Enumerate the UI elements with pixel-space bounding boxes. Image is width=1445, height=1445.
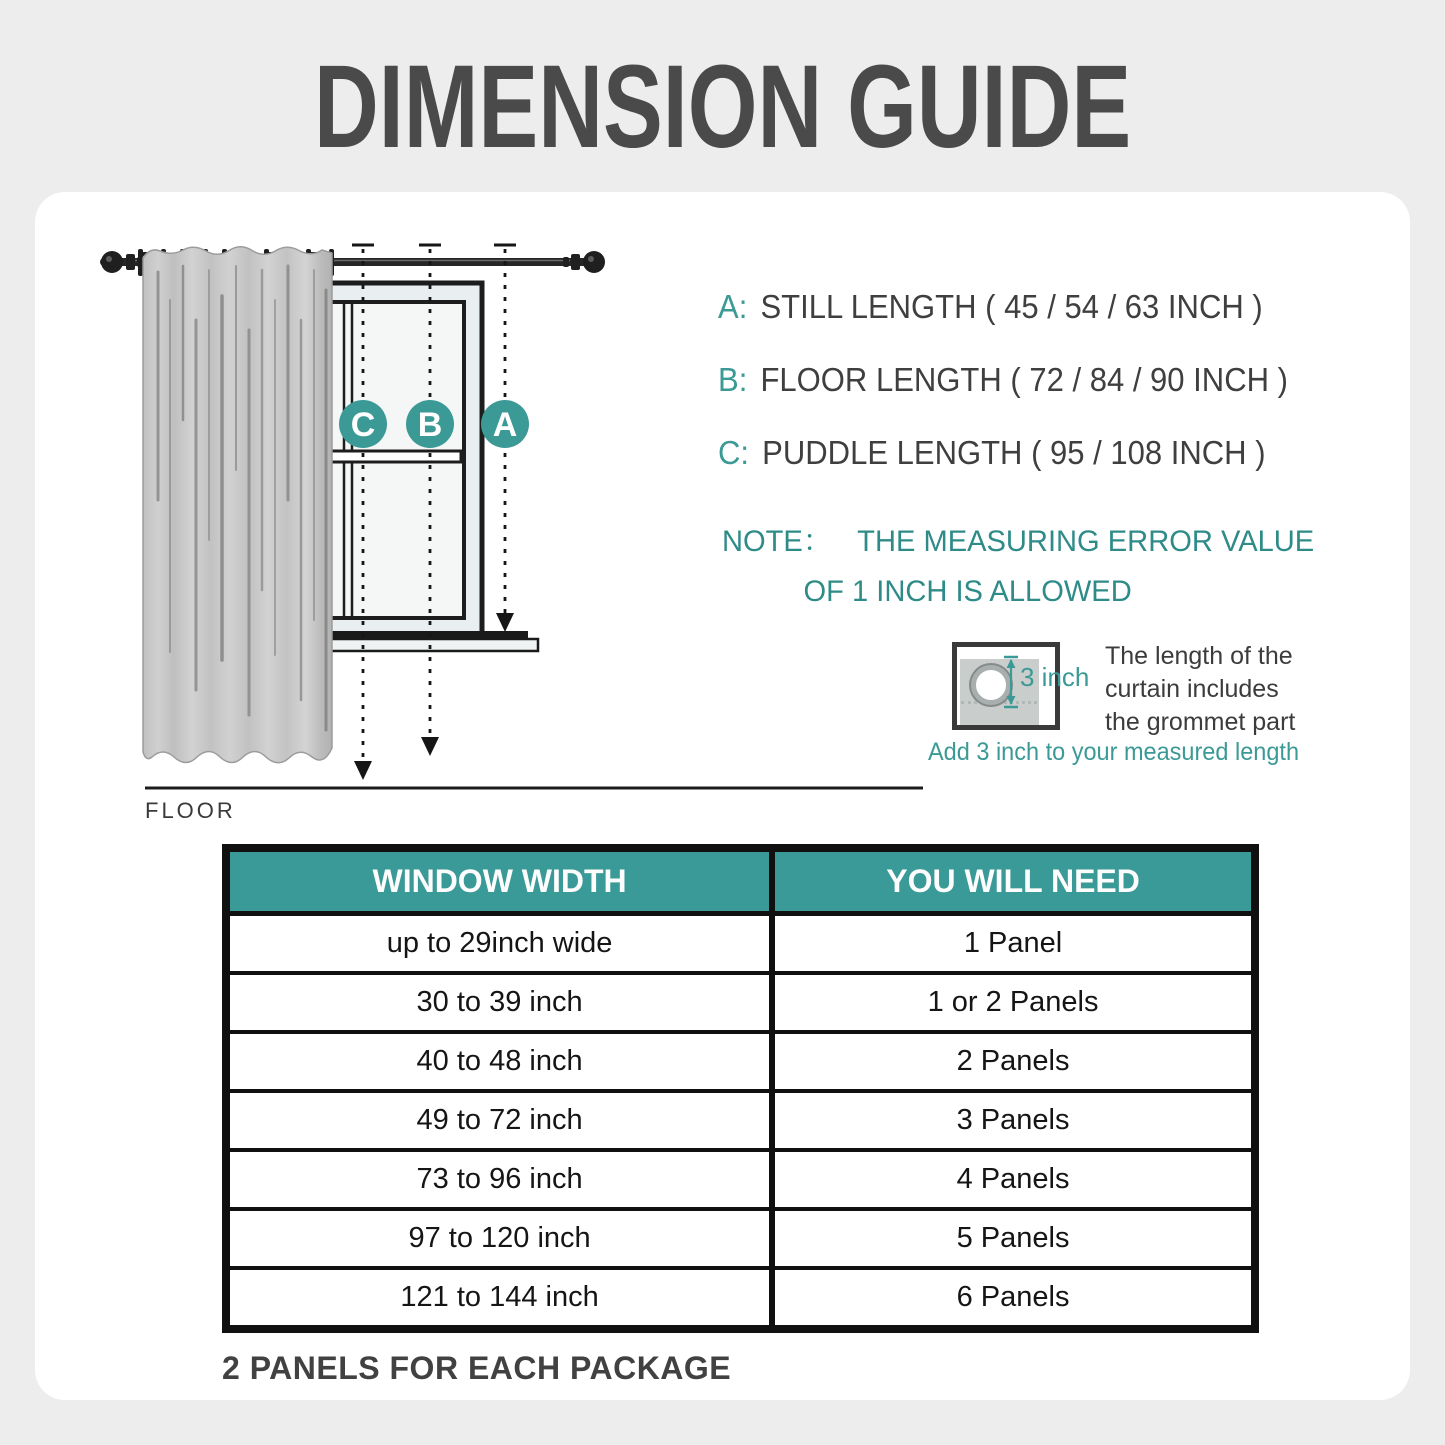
three-inch-label: 3 inch [1020,662,1090,692]
table-row [226,1268,1255,1329]
panels-needed-cell: 4 Panels [772,1150,1255,1209]
table-row [226,914,1255,974]
svg-text:C: C [350,406,376,444]
svg-text:B: B [417,406,443,444]
spec-puddle-length [718,434,1266,472]
table-row [226,1032,1255,1091]
table-row [226,1150,1255,1209]
table-row [226,1209,1255,1268]
marker-c [339,400,387,448]
panels-needed-cell: 6 Panels [772,1268,1255,1329]
spec-letter-b: B: [718,361,748,398]
add-three-inch-tip: Add 3 inch to your measured length [928,738,1300,766]
window-width-cell: 30 to 39 inch [226,973,772,1032]
spec-letter-a: A: [718,288,748,325]
grommet-description [1105,640,1295,739]
grommet-desc-line3: the grommet part [1105,708,1296,736]
panels-needed-cell: 3 Panels [772,1091,1255,1150]
spec-text-a: STILL LENGTH ( 45 / 54 / 63 INCH ) [760,288,1263,325]
spec-text-c: PUDDLE LENGTH ( 95 / 108 INCH ) [762,434,1266,471]
window-width-cell: up to 29inch wide [226,914,772,974]
three-inch-arrow-icon [1001,655,1021,709]
window-width-cell: 73 to 96 inch [226,1150,772,1209]
grommet-desc-line2: curtain includes [1105,675,1279,703]
spec-text-b: FLOOR LENGTH ( 72 / 84 / 90 INCH ) [760,361,1288,398]
marker-a [481,400,529,448]
table-row [226,1091,1255,1150]
header-window-width: WINDOW WIDTH [226,848,772,914]
note-text-line2: OF 1 INCH IS ALLOWED [803,575,1132,608]
panels-needed-cell: 1 Panel [772,914,1255,974]
page-title: DIMENSION GUIDE [313,41,1132,173]
header-you-will-need: YOU WILL NEED [772,848,1255,914]
floor-line [145,788,923,823]
window-illustration [302,283,538,651]
table-row [226,973,1255,1032]
table-header-row [226,848,1255,914]
window-width-cell: 49 to 72 inch [226,1091,772,1150]
package-note: 2 PANELS FOR EACH PACKAGE [222,1350,732,1386]
window-width-cell: 40 to 48 inch [226,1032,772,1091]
spec-floor-length [718,361,1288,399]
measuring-note [722,516,1314,609]
floor-label: FLOOR [145,798,236,823]
panels-needed-cell: 5 Panels [772,1209,1255,1268]
curtain-panel [143,247,332,763]
note-text-line1: THE MEASURING ERROR VALUE [857,525,1315,558]
window-width-cell: 97 to 120 inch [226,1209,772,1268]
panels-needed-cell: 1 or 2 Panels [772,973,1255,1032]
note-label: NOTE： [722,525,832,558]
svg-text:A: A [492,406,518,444]
panels-needed-cell: 2 Panels [772,1032,1255,1091]
panel-size-table [222,844,1259,1333]
marker-b [406,400,454,448]
spec-letter-c: C: [718,434,750,471]
page-title-wrap [0,41,1445,173]
grommet-desc-line1: The length of the [1105,642,1293,670]
window-width-cell: 121 to 144 inch [226,1268,772,1329]
spec-still-length [718,288,1263,326]
